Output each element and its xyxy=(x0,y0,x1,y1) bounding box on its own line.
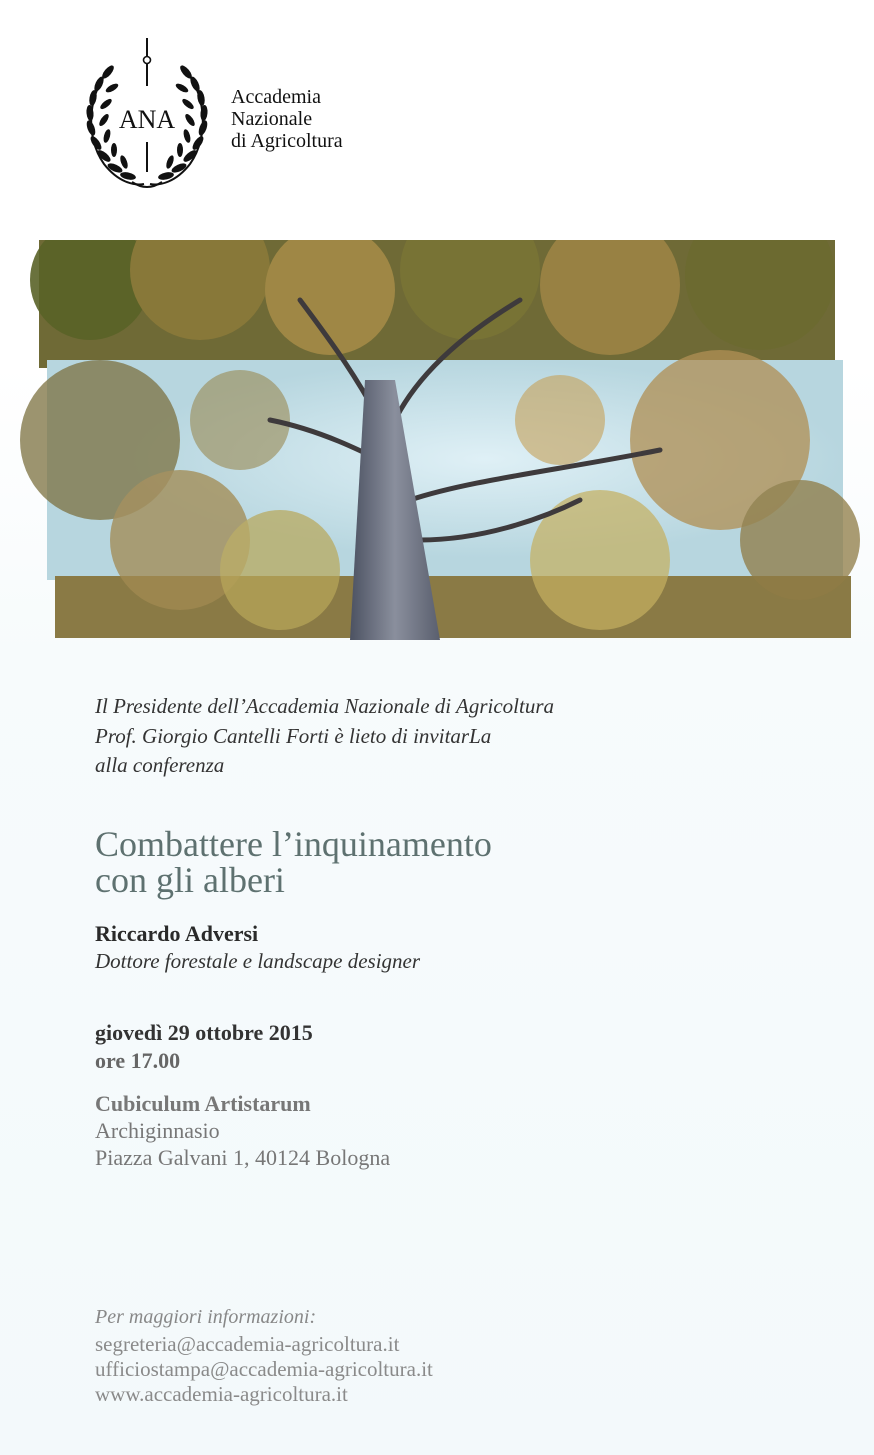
invitation-text xyxy=(95,692,554,781)
academy-laurel-logo-icon xyxy=(78,36,218,192)
venue-address: Piazza Galvani 1, 40124 Bologna xyxy=(95,1145,391,1170)
invitation-line-1: Il Presidente dell’Accademia Nazionale di Agricoltura xyxy=(95,694,554,718)
conference-title-line-1: Combattere l’inquinamento xyxy=(95,824,492,864)
org-name-line-2: Nazionale xyxy=(231,108,313,130)
conference-title-line-2: con gli alberi xyxy=(95,860,285,900)
event-time: ore 17.00 xyxy=(95,1048,181,1073)
website-link[interactable]: www.accademia-agricoltura.it xyxy=(95,1382,348,1406)
logo-text: ANA xyxy=(118,105,176,134)
invitation-line-2: Prof. Giorgio Cantelli Forti è lieto di invitarLa xyxy=(95,723,492,748)
conference-title xyxy=(95,826,492,898)
email-secretariat-link[interactable]: segreteria@accademia-agricoltura.it xyxy=(95,1332,400,1356)
speaker-role: Dottore forestale e landscape designer xyxy=(95,949,421,973)
org-name-line-1: Accademia xyxy=(231,86,321,108)
invitation-line-3: alla conferenza xyxy=(95,753,225,777)
event-date: giovedì 29 ottobre 2015 xyxy=(95,1020,313,1045)
org-name-line-3: di Agricoltura xyxy=(231,130,343,152)
speaker-name: Riccardo Adversi xyxy=(95,921,259,946)
venue-name: Cubiculum Artistarum xyxy=(95,1091,311,1116)
info-heading: Per maggiori informazioni: xyxy=(95,1306,317,1328)
email-press-link[interactable]: ufficiostampa@accademia-agricoltura.it xyxy=(95,1357,433,1381)
venue-building: Archiginnasio xyxy=(95,1118,220,1143)
tree-canopy-photo xyxy=(0,240,874,640)
org-name xyxy=(231,86,343,152)
